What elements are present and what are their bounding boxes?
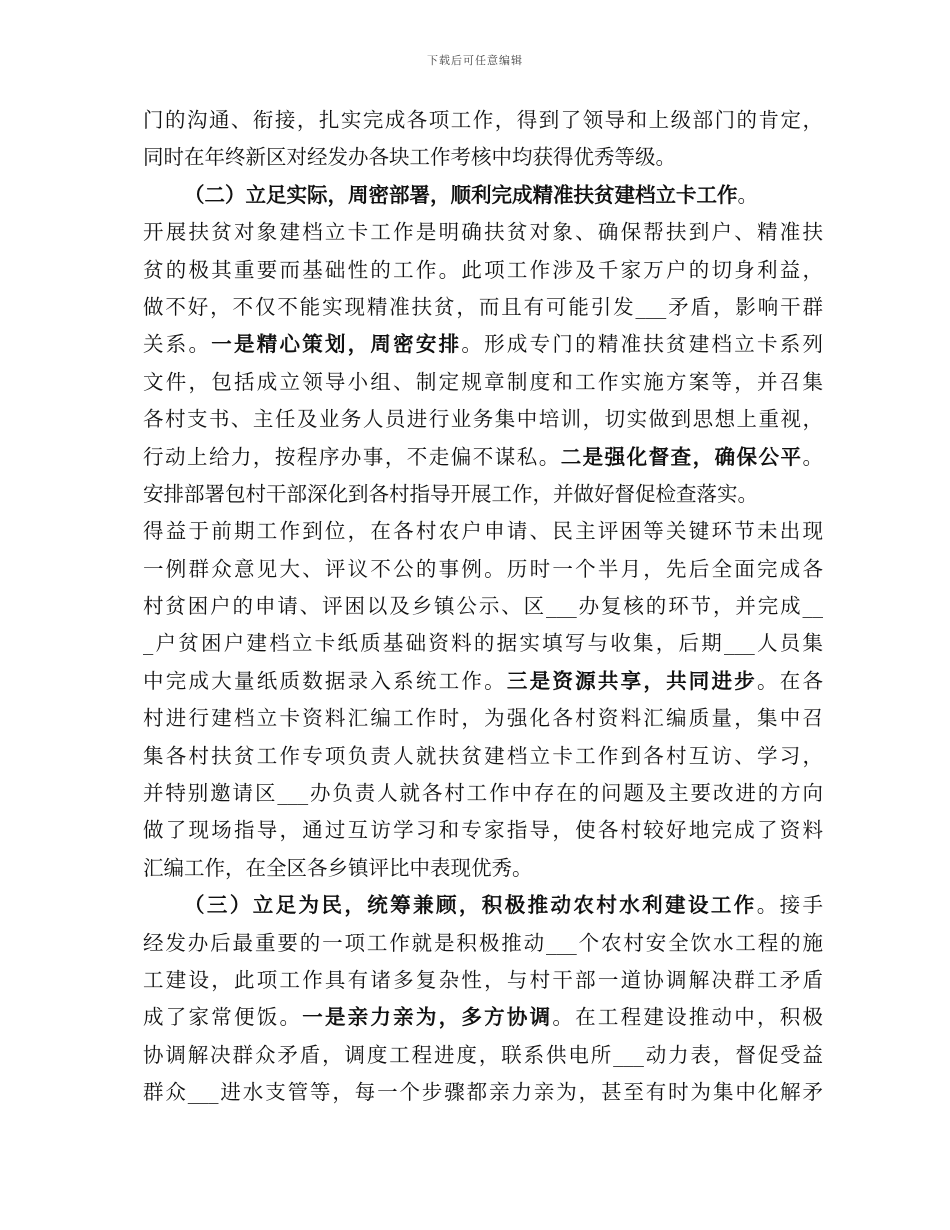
body-text: 关系。 <box>143 332 212 357</box>
text-line <box>143 887 823 924</box>
text-line <box>143 775 823 812</box>
text-line <box>143 962 823 999</box>
body-text: 经发办后最重要的一项工作就是积极推动___个农村安全饮水工程的施 <box>143 930 823 955</box>
body-text: 村贫困户的申请、评困以及乡镇公示、区___办复核的环节，并完成__ <box>143 594 823 619</box>
bold-heading-text: 一是精心策划，周密安排 <box>211 332 462 357</box>
text-line <box>143 289 823 326</box>
page-header-watermark: 下载后可任意编辑 <box>427 54 523 67</box>
body-text: 贫的极其重要而基础性的工作。此项工作涉及千家万户的切身利益， <box>143 257 823 282</box>
text-line <box>143 177 823 214</box>
bold-heading-text: （二）立足实际，周密部署，顺利完成精准扶贫建档立卡工作 <box>184 182 738 207</box>
body-text: 做了现场指导，通过互访学习和专家指导，使各村较好地完成了资料 <box>143 818 823 843</box>
body-text: 。 <box>802 444 824 469</box>
body-text: 行动上给力，按程序办事，不走偏不谋私。 <box>143 444 561 469</box>
body-text: 中完成大量纸质数据录入系统工作。 <box>143 668 507 693</box>
body-text: 一例群众意见大、评议不公的事例。历时一个半月，先后全面完成各 <box>143 556 823 581</box>
text-line <box>143 513 823 550</box>
text-line <box>143 663 823 700</box>
body-text: 做不好，不仅不能实现精准扶贫，而且有可能引发___矛盾，影响干群 <box>143 294 823 319</box>
body-text: 群众___进水支管等，每一个步骤都亲力亲为，甚至有时为集中化解矛 <box>143 1080 823 1105</box>
body-text: 。在各 <box>757 668 824 693</box>
text-line <box>143 1037 823 1074</box>
bold-heading-text: 一是亲力亲为，多方协调 <box>302 1005 553 1030</box>
body-text: 门的沟通、衔接，扎实完成各项工作，得到了领导和上级部门的肯定， <box>143 108 823 132</box>
text-line <box>143 326 823 363</box>
text-line <box>143 625 823 662</box>
body-text: 文件，包括成立领导小组、制定规章制度和工作实施方案等，并召集 <box>143 369 823 394</box>
text-line <box>143 850 823 887</box>
bold-heading-text: （三）立足为民，统筹兼顾，积极推动农村水利建设工作 <box>184 893 757 918</box>
body-text: 集各村扶贫工作专项负责人就扶贫建档立卡工作到各村互访、学习， <box>143 743 823 768</box>
body-text: 并特别邀请区___办负责人就各村工作中存在的问题及主要改进的方向 <box>143 781 823 806</box>
text-line <box>143 364 823 401</box>
text-line <box>143 588 823 625</box>
text-line <box>143 738 823 775</box>
bold-heading-text: 三是资源共享，共同进步 <box>506 668 758 693</box>
text-line <box>143 1074 823 1111</box>
body-text: 工建设，此项工作具有诸多复杂性，与村干部一道协调解决群工矛盾 <box>143 967 823 992</box>
body-text: 成了家常便饭。 <box>143 1005 303 1030</box>
body-text: 。在工程建设推动中，积极 <box>552 1005 824 1030</box>
body-text: 。接手 <box>756 893 824 918</box>
text-line <box>143 999 823 1036</box>
text-line <box>143 439 823 476</box>
body-text: 。形成专门的精准扶贫建档立卡系列 <box>461 332 824 357</box>
text-line <box>143 812 823 849</box>
body-text: 协调解决群众矛盾，调度工程进度，联系供电所___动力表，督促受益 <box>143 1042 823 1067</box>
body-text: 各村支书、主任及业务人员进行业务集中培训，切实做到思想上重视， <box>143 407 823 432</box>
body-text: 开展扶贫对象建档立卡工作是明确扶贫对象、确保帮扶到户、精准扶 <box>143 220 823 245</box>
document-body <box>143 102 823 1112</box>
text-line <box>143 139 823 176</box>
body-text: 村进行建档立卡资料汇编工作时，为强化各村资料汇编质量，集中召 <box>143 706 823 731</box>
body-text: _户贫困户建档立卡纸质基础资料的据实填写与收集，后期___人员集 <box>143 631 823 656</box>
text-line <box>143 214 823 251</box>
bold-heading-text: 二是强化督查，确保公平 <box>560 444 803 469</box>
text-line <box>143 252 823 289</box>
body-text: 。 <box>737 182 758 207</box>
text-line <box>143 401 823 438</box>
body-text: 得益于前期工作到位，在各村农户申请、民主评困等关键环节未出现 <box>143 519 823 544</box>
text-line <box>143 925 823 962</box>
text-line <box>143 102 823 139</box>
body-text: 同时在年终新区对经发办各块工作考核中均获得优秀等级。 <box>143 145 676 170</box>
text-line <box>143 476 823 513</box>
text-line <box>143 700 823 737</box>
body-text: 安排部署包村干部深化到各村指导开展工作，并做好督促检查落实。 <box>143 481 758 506</box>
body-text: 汇编工作，在全区各乡镇评比中表现优秀。 <box>143 855 533 880</box>
text-line <box>143 551 823 588</box>
